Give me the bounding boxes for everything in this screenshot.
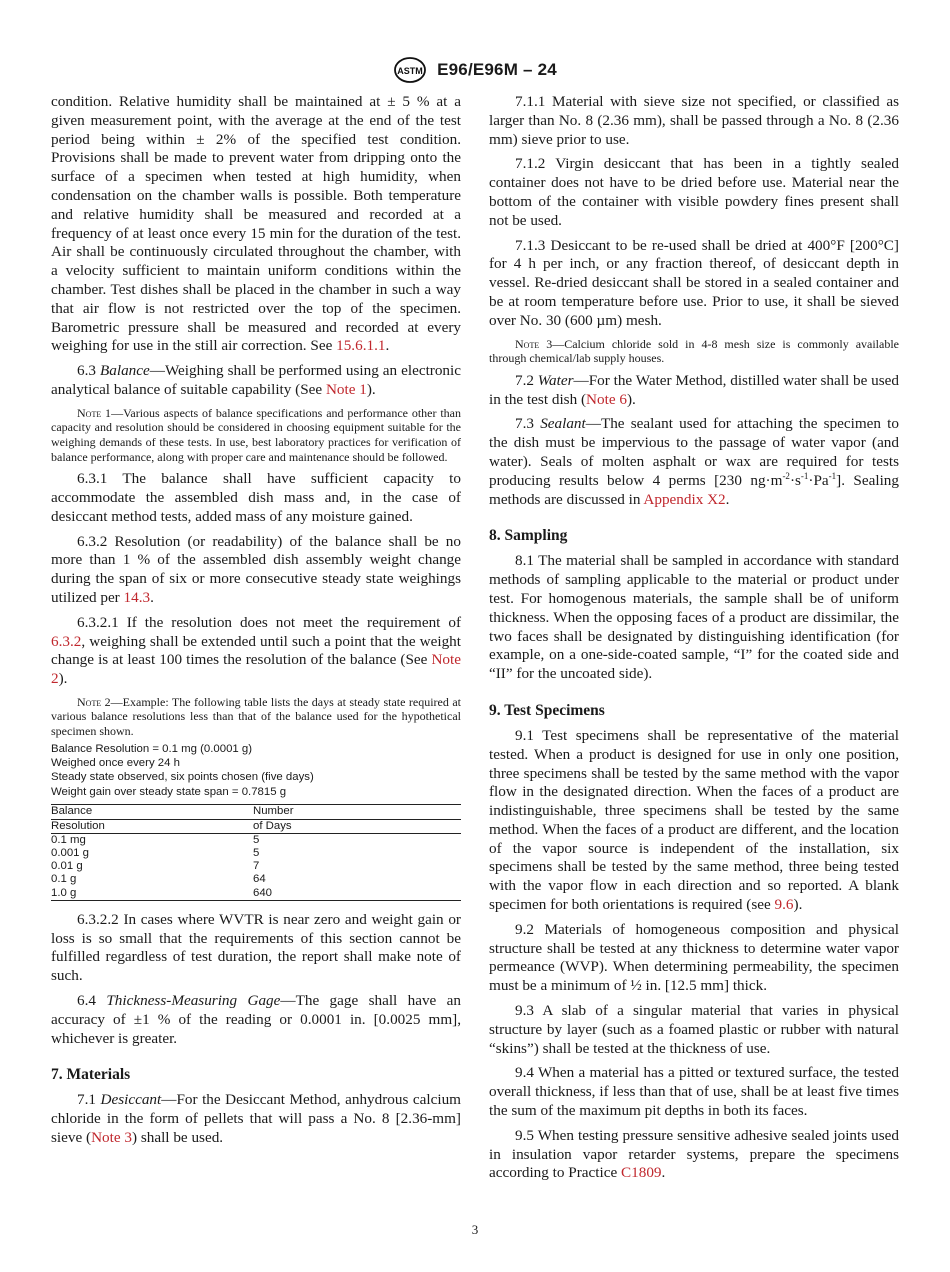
header-balance: Balance [51, 805, 93, 818]
link-c1809[interactable]: C1809 [621, 1164, 662, 1182]
paragraph-7-1-2: 7.1.2 Virgin desiccant that has been in a tightly sealed container does not have to be dried before use. Material near the bottom of the container with visible powdery fines present shall not be used. [489, 155, 899, 229]
paragraph-6-3: 6.3 Balance—Weighing shall be performed using an electronic analytical balance of suitable capability (See Note 1). [51, 362, 461, 398]
header-resolution: Resolution [51, 819, 105, 832]
paragraph-9-3: 9.3 A slab of a singular material that varies in physical structure by layer (such as a foamed plastic or rubber with natural “skins”) shall be tested at the thickness of use. [489, 1002, 899, 1057]
resolution-cell: 0.1 g [51, 873, 77, 886]
paragraph-9-1: 9.1 Test specimens shall be representative of the material tested. When a product is designed for use in only one position, three specimens shall be tested by the same method with the vapor flow in the designated direction. When the faces of a product are indistinguishable, three specimens shall be tested by the same method. When the faces of a product are different, and the location of the vapor source is independent of the installation, six specimens shall be tested by the same method, three being tested with the vapor flow in each direction and so reported. A blank specimen for both orientations is required (see 9.6). [489, 726, 899, 914]
paragraph-7-1: 7.1 Desiccant—For the Desiccant Method, anhydrous calcium chloride in the form of pellets that will pass a No. 8 [2.36-mm] sieve (Note 3) shall be used. [51, 1091, 461, 1146]
section-heading-9: 9. Test Specimens [489, 701, 605, 719]
example-line: Weighed once every 24 h [51, 757, 180, 770]
table-row [51, 887, 461, 901]
days-cell: 64 [253, 873, 266, 886]
paragraph-7-3: 7.3 Sealant—The sealant used for attaching the specimen to the dish must be impervious to the passage of water vapor (and water). Seals of molten asphalt or wax are required for tests producing results below 4 perms [230 $ng\cdot m^{-2}\cdot s^{-1}\cdot Pa^{-1}$]. Sealing methods are discussed in Appendix X2. [489, 415, 900, 508]
section-heading-8: 8. Sampling [489, 527, 568, 545]
paragraph-9-2: 9.2 Materials of homogeneous composition and physical structure shall be tested at any thickness to determine water vapor permeance (WVP). When determining permeability, the specimen must be a minimum of ½ in. [12.5 mm] thick. [489, 920, 899, 995]
link-9-6[interactable]: 9.6 [774, 896, 794, 914]
link-note-3[interactable]: Note 3 [91, 1128, 132, 1146]
table-row [51, 873, 461, 886]
header-number: Number [253, 805, 294, 818]
table-header-row [51, 819, 461, 833]
link-15-6-1-1[interactable]: 15.6.1.1 [336, 337, 386, 355]
resolution-cell: 0.1 mg [51, 833, 86, 846]
link-appendix-x2[interactable]: Appendix X2 [643, 490, 726, 508]
note-1: Note 1—Various aspects of balance specifications and performance other than capacity and resolution should be considered in choosing equipment suitable for the weighing demands of these tests. In use, best laboratory practices for verification of balance performance, along with proper care and maintenance should be followed. [51, 405, 461, 464]
link-14-3[interactable]: 14.3 [123, 588, 151, 606]
example-line: Steady state observed, six points chosen (five days) [51, 771, 314, 784]
days-cell: 5 [253, 846, 260, 859]
example-line: Balance Resolution = 0.1 mg (0.0001 g) [51, 742, 253, 755]
note-3: Note 3—Calcium chloride sold in 4-8 mesh size is commonly available through chemical/lab supply houses. [489, 336, 899, 366]
days-cell: 5 [253, 833, 260, 846]
header-of-days: of Days [253, 819, 292, 832]
table-row [51, 860, 461, 873]
paragraph-9-5: 9.5 When testing pressure sensitive adhesive sealed joints used in insulation vapor retarder systems, prepare the specimens according to Practice C1809. [489, 1126, 899, 1182]
page-header [0, 56, 950, 84]
link-6-3-2[interactable]: 6.3.2 [51, 632, 82, 650]
note-2: Note 2—Example: The following table lists the days at steady state required at various balance resolutions less than that of the balance used for the hypothetical specimen shown. [51, 694, 461, 739]
table-row [51, 833, 461, 847]
paragraph-6-3-2-1: 6.3.2.1 If the resolution does not meet the requirement of 6.3.2, weighing shall be extended until such a point that the weight change is at least 100 times the resolution of the balance (See Note 2). [51, 613, 461, 688]
paragraph-7-2: 7.2 Water—For the Water Method, distilled water shall be used in the test dish (Note 6). [489, 371, 899, 408]
paragraph-7-1-3: 7.1.3 Desiccant to be re-used shall be dried at 400°F [200°C] for 4 h per inch, or any fraction thereof, of desiccant depth in vessel. Re-dried desiccant shall be stored in a sealed container and be at room temperature before use. Prior to use, it shall be sieved over No. 30 (600 µm) mesh. [489, 236, 899, 329]
paragraph-8-1: 8.1 The material shall be sampled in accordance with standard methods of sampling applicable to the material or product under test. For homogenous materials, the sample shall be of uniform thickness. When the opposing faces of a product are dissimilar, the two faces shall be designated by distinguishing identification (for example, on a one-side-coated sample, “I” for the coated side and “II” for the uncoated side). [489, 552, 899, 683]
standard-code: E96/E96M – 24 [437, 60, 557, 79]
paragraph-9-4: 9.4 When a material has a pitted or textured surface, the tested overall thickness, if less than that of use, shall be at least five times the sum of the maximum pit depths in both its faces. [489, 1064, 899, 1120]
page-number: 3 [471, 1222, 479, 1237]
resolution-cell: 0.01 g [51, 860, 83, 873]
table-row [51, 847, 461, 860]
resolution-cell: 0.001 g [51, 846, 90, 859]
paragraph-6-2-cont: condition. Relative humidity shall be maintained at ± 5 % at a given measurement point, with the average at the end of the test period being within ± 2% of the specified test condition. Provisions shall be made to prevent water from dripping onto the surface of a specimen when tested at high humidity, when condensation on the chamber walls is possible. Both temperature and relative humidity shall be measured and recorded at a frequency of at least once every 15 min for the duration of the test. Air shall be continuously circulated throughout the chamber, with a velocity sufficient to maintain uniform conditions within the chamber. Test dishes shall be placed in the chamber in such a way that air flow is not restricted over the top of the specimen. Barometric pressure shall be measured and recorded at every weighing for use in the still air correction. See 15.6.1.1. [51, 93, 461, 355]
example-line: Weight gain over steady state span = 0.7815 g [51, 785, 287, 798]
link-note-1[interactable]: Note 1 [325, 380, 367, 398]
paragraph-6-4: 6.4 Thickness-Measuring Gage—The gage shall have an accuracy of ±1 % of the reading or 0.0001 in. [0.0025 mm], whichever is greater. [51, 991, 461, 1047]
table-header-row [51, 805, 461, 819]
paragraph-6-3-2: 6.3.2 Resolution (or readability) of the balance shall be no more than 1 % of the assembled dish assembly weight change during the span of six or more consecutive steady state weighings utilized per 14.3. [51, 532, 461, 606]
resolution-cell: 1.0 g [51, 886, 77, 899]
left-column [51, 93, 461, 1154]
right-column [489, 93, 899, 1189]
days-cell: 7 [253, 860, 260, 873]
paragraph-6-3-2-2: 6.3.2.2 In cases where WVTR is near zero and weight gain or loss is so small that the requirements of this section cannot be fulfilled regardless of test duration, the report shall make note of such. [51, 910, 461, 985]
svg-text:ASTM: ASTM [397, 66, 423, 76]
link-note-6[interactable]: Note 6 [586, 390, 627, 408]
paragraph-7-1-1: 7.1.1 Material with sieve size not specified, or classified as larger than No. 8 (2.36 mm), shall be passed through a No. 8 (2.36 mm) sieve prior to use. [489, 93, 899, 148]
link-note-2[interactable]: Note 2 [51, 651, 461, 688]
section-heading-7: 7. Materials [51, 1066, 131, 1084]
astm-logo-icon [393, 56, 427, 84]
balance-resolution-table [51, 804, 461, 900]
paragraph-6-3-1: 6.3.1 The balance shall have sufficient capacity to accommodate the assembled dish mass and, in the case of desiccant method tests, added mass of any moisture gained. [51, 470, 461, 525]
days-cell: 640 [253, 886, 273, 899]
